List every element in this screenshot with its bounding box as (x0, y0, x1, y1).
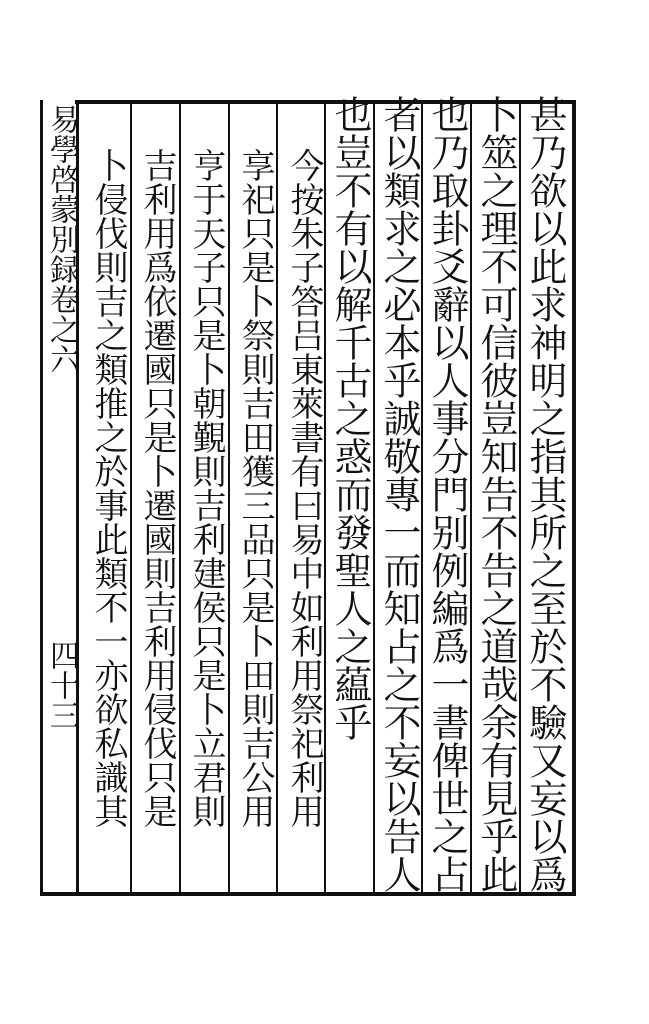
frame-left-border (40, 100, 43, 896)
text-column-6: 今按朱子答吕東萊書有曰易中如利用祭祀利用 (284, 148, 324, 828)
text-column-10: 卜侵伐則吉之類推之於事此類不一亦欲私識其 (88, 148, 128, 828)
text-column-4: 者以類求之必本乎誠敬專一而知占之不妄以告人 (377, 95, 421, 893)
text-column-3: 也乃取卦爻辭以人事分門别例編爲一書俾世之占 (425, 95, 469, 893)
text-column-2: 卜筮之理不可信彼豈知告不告之道哉余有見乎此 (474, 95, 518, 893)
margin-title: 易學啓蒙別録卷之六 (44, 104, 79, 374)
text-column-5: 也豈不有以解千古之惑而發聖人之藴乎 (328, 95, 372, 741)
text-column-7: 享祀只是卜祭則吉田獲三品只是卜田則吉公用 (235, 148, 275, 828)
text-column-1: 甚乃欲以此求神明之指其所之至於不驗又妄以爲 (523, 95, 567, 893)
margin-page-number: 四十三 (44, 640, 79, 730)
text-column-8: 亨于天子只是卜朝覲則吉利建侯只是卜立君則 (186, 148, 226, 828)
frame-right-border (572, 100, 576, 896)
text-column-9: 吉利用爲依遷國只是卜遷國則吉利用侵伐只是 (137, 148, 177, 828)
